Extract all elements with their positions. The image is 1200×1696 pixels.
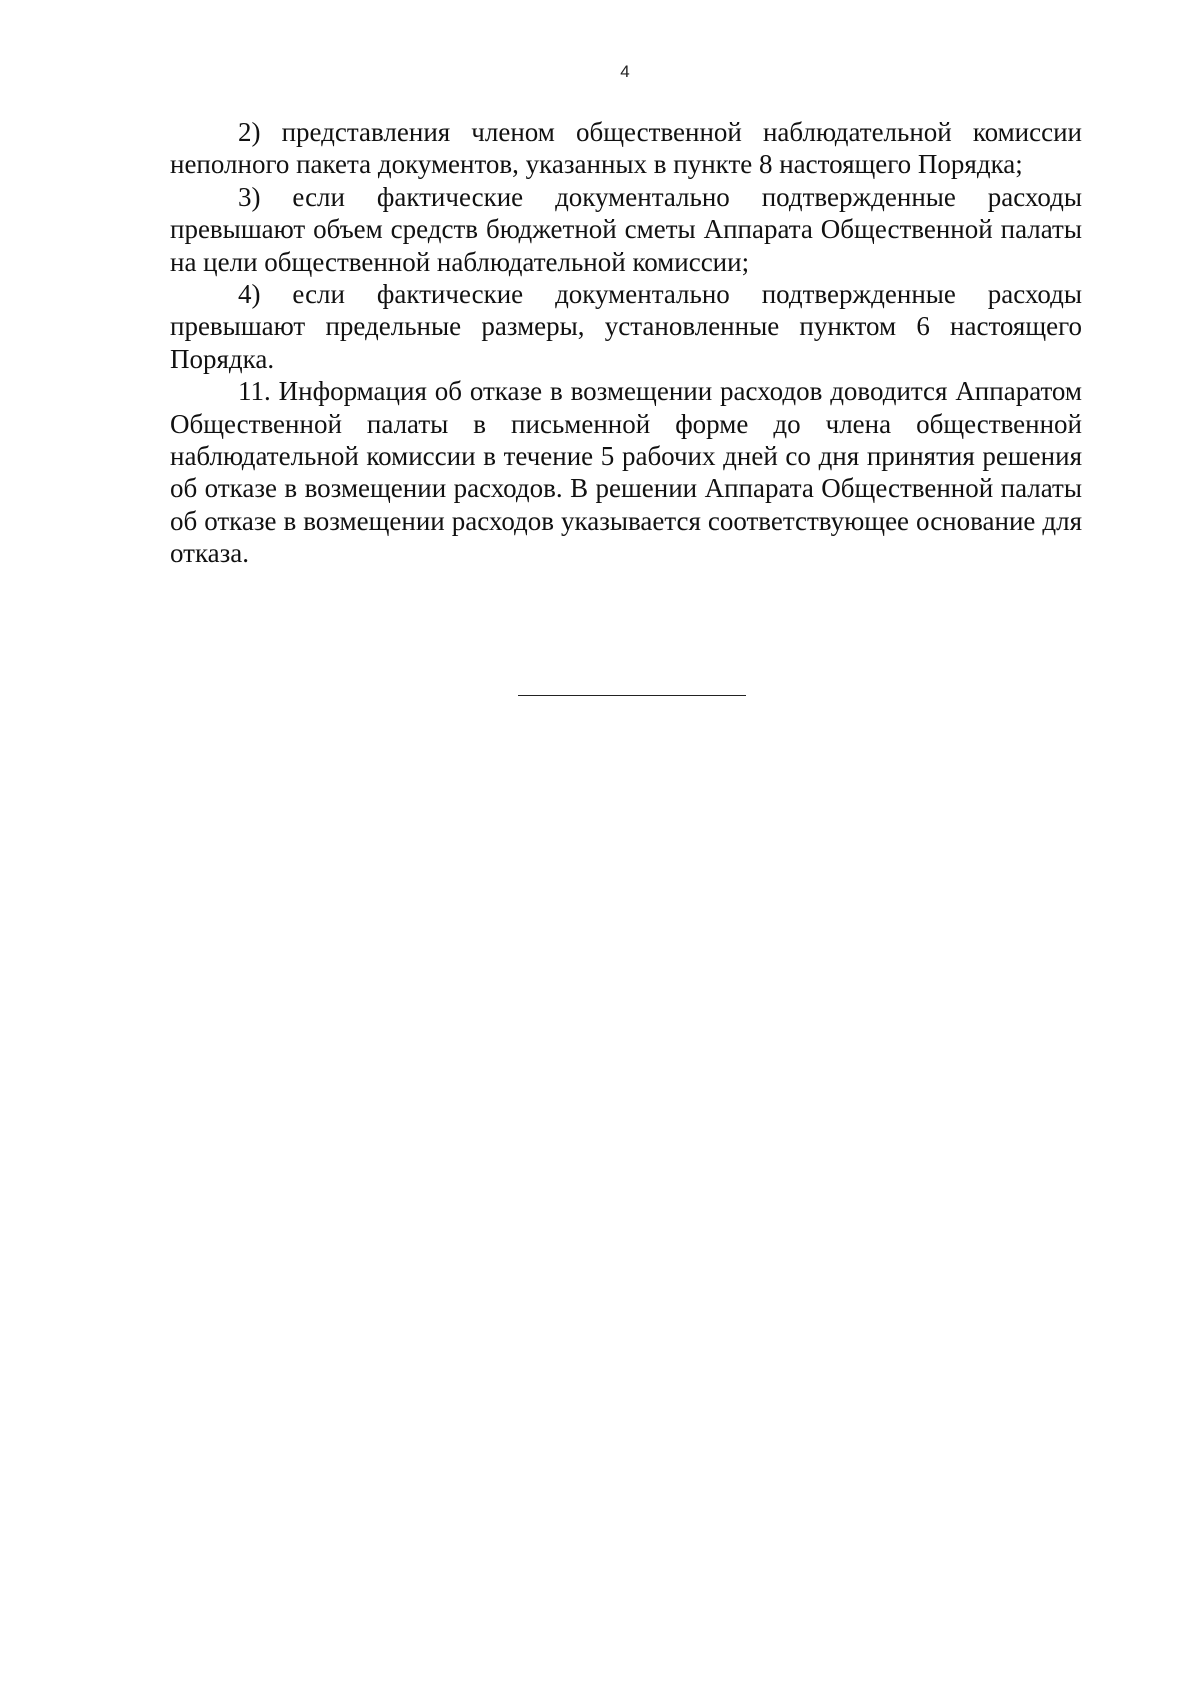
- document-body: [170, 116, 1082, 570]
- paragraph-clause-11: 11. Информация об отказе в возмещении расходов доводится Аппаратом Общественной палаты в письменной форме до члена общественной наблюдательной комиссии в течение 5 рабочих дней со дня принятия решения об отказе в возмещении расходов. В решении Аппарата Общественной палаты об отказе в возмещении расходов указывается соответствующее основание для отказа.: [170, 376, 1082, 569]
- paragraph-item-2: 2) представления членом общественной наблюдательной комиссии неполного пакета документов, указанных в пункте 8 настоящего Порядка;: [170, 117, 1082, 180]
- paragraph-item-3: 3) если фактические документально подтвержденные расходы превышают объем средств бюджетной сметы Аппарата Общественной палаты на цели общественной наблюдательной комиссии;: [170, 181, 1082, 277]
- page-number: 4: [620, 62, 630, 81]
- paragraph-item-4: 4) если фактические документально подтвержденные расходы превышают предельные размеры, установленные пунктом 6 настоящего Порядка.: [170, 279, 1082, 374]
- end-of-document-line: [518, 695, 746, 696]
